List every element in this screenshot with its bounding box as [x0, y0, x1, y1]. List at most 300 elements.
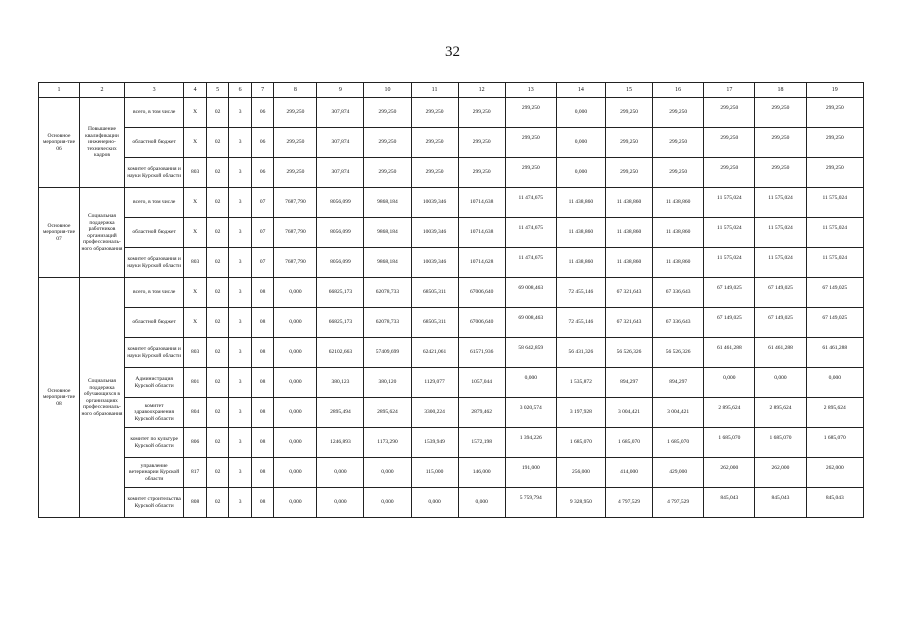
column-header-5: 5 [206, 83, 229, 98]
table-cell-c14: 0,000 [556, 98, 605, 128]
column-header-11: 11 [411, 83, 458, 98]
cell-value: 299,250 [771, 135, 790, 142]
table-cell-c5: 02 [206, 188, 229, 218]
table-cell-c18 [755, 458, 806, 488]
table-cell-c13 [505, 308, 556, 338]
cell-value: 2 895,624 [769, 405, 792, 412]
table-cell-c18 [755, 428, 806, 458]
cell-value: 299,250 [720, 105, 739, 112]
table-cell-c4: 803 [184, 158, 207, 188]
cell-value: 299,250 [825, 105, 844, 112]
table-cell-c4: Х [184, 128, 207, 158]
table-cell-c7: 08 [251, 368, 274, 398]
table-cell-c7: 07 [251, 188, 274, 218]
column-header-9: 9 [317, 83, 364, 98]
table-cell-c6: 3 [229, 248, 252, 278]
table-cell-c5: 02 [206, 248, 229, 278]
column-header-19: 19 [806, 83, 863, 98]
table-cell-c8: 0,000 [274, 308, 317, 338]
table-cell-c4: Х [184, 188, 207, 218]
table-cell-c17 [704, 128, 755, 158]
table-cell-c15: 1 685,070 [605, 428, 652, 458]
table-cell-c9: 0,000 [317, 458, 364, 488]
table-cell-c19 [806, 188, 863, 218]
cell-value: 262,000 [720, 465, 739, 472]
table-cell-c17 [704, 248, 755, 278]
table-cell-c16: 1 685,070 [653, 428, 704, 458]
table-row [39, 188, 864, 218]
cell-value: 299,250 [825, 165, 844, 172]
table-cell-c19 [806, 248, 863, 278]
table-cell-c18 [755, 98, 806, 128]
cell-value: 1 685,070 [718, 435, 741, 442]
table-cell-c12: 299,250 [458, 128, 505, 158]
table-cell-c10: 0,000 [364, 458, 411, 488]
cell-value: 11 575,024 [717, 255, 742, 262]
table-cell-c17 [704, 428, 755, 458]
cell-value: 61 461,288 [822, 345, 848, 352]
funding-source: всего, в том числе [124, 98, 183, 128]
table-cell-c7: 08 [251, 338, 274, 368]
column-header-18: 18 [755, 83, 806, 98]
table-row [39, 368, 864, 398]
table-cell-c13 [505, 398, 556, 428]
table-cell-c14: 3 197,928 [556, 398, 605, 428]
table-cell-c10: 299,250 [364, 158, 411, 188]
budget-table [38, 82, 864, 518]
column-header-7: 7 [251, 83, 274, 98]
funding-source: областной бюджет [124, 218, 183, 248]
table-row [39, 428, 864, 458]
table-cell-c14: 0,000 [556, 158, 605, 188]
table-cell-c6: 3 [229, 308, 252, 338]
table-cell-c14: 9 328,950 [556, 488, 605, 518]
table-cell-c13 [505, 218, 556, 248]
table-cell-c4: 808 [184, 488, 207, 518]
table-cell-c5: 02 [206, 458, 229, 488]
table-cell-c18 [755, 368, 806, 398]
table-cell-c13 [505, 248, 556, 278]
table-cell-c5: 02 [206, 428, 229, 458]
table-cell-c15: 4 797,529 [605, 488, 652, 518]
table-cell-c12: 299,250 [458, 98, 505, 128]
table-cell-c16: 4 797,529 [653, 488, 704, 518]
table-cell-c16: 429,000 [653, 458, 704, 488]
cell-value: 299,250 [521, 105, 540, 112]
table-cell-c7: 07 [251, 248, 274, 278]
table-cell-c15: 3 004,421 [605, 398, 652, 428]
table-cell-c9: 8056,099 [317, 188, 364, 218]
table-cell-c18 [755, 278, 806, 308]
cell-value: 69 008,463 [518, 285, 544, 292]
table-cell-c8: 0,000 [274, 398, 317, 428]
table-cell-c6: 3 [229, 188, 252, 218]
table-cell-c12: 67006,640 [458, 278, 505, 308]
table-cell-c19 [806, 158, 863, 188]
table-cell-c16: 11 438,860 [653, 188, 704, 218]
table-cell-c10: 1173,290 [364, 428, 411, 458]
table-cell-c13 [505, 188, 556, 218]
funding-source: областной бюджет [124, 308, 183, 338]
table-cell-c12: 146,000 [458, 458, 505, 488]
table-cell-c8: 0,000 [274, 488, 317, 518]
table-cell-c15: 67 321,643 [605, 308, 652, 338]
cell-value: 11 575,024 [768, 195, 793, 202]
table-cell-c18 [755, 338, 806, 368]
table-cell-c16: 67 336,643 [653, 278, 704, 308]
column-header-13: 13 [505, 83, 556, 98]
table-cell-c4: 804 [184, 398, 207, 428]
cell-value: 11 575,024 [822, 225, 848, 232]
cell-value: 299,250 [771, 105, 790, 112]
table-cell-c14: 256,000 [556, 458, 605, 488]
table-cell-c7: 08 [251, 398, 274, 428]
cell-value: 299,250 [720, 135, 739, 142]
funding-source: областной бюджет [124, 128, 183, 158]
table-cell-c11: 299,250 [411, 128, 458, 158]
funding-source: всего, в том числе [124, 188, 183, 218]
table-cell-c8: 299,250 [274, 158, 317, 188]
cell-value: 1 394,226 [519, 435, 542, 442]
table-cell-c11: 10039,346 [411, 188, 458, 218]
table-row [39, 218, 864, 248]
table-cell-c19 [806, 398, 863, 428]
table-cell-c11: 1129,077 [411, 368, 458, 398]
table-cell-c4: Х [184, 278, 207, 308]
cell-value: 11 474,675 [518, 255, 544, 262]
column-header-15: 15 [605, 83, 652, 98]
table-cell-c16: 299,250 [653, 98, 704, 128]
table-cell-c13 [505, 128, 556, 158]
table-cell-c8: 0,000 [274, 458, 317, 488]
column-header-17: 17 [704, 83, 755, 98]
table-cell-c17 [704, 458, 755, 488]
table-cell-c12: 0,000 [458, 488, 505, 518]
cell-value: 58 642,859 [518, 345, 544, 352]
table-cell-c7: 08 [251, 308, 274, 338]
column-header-12: 12 [458, 83, 505, 98]
table-cell-c13 [505, 458, 556, 488]
table-cell-c8: 0,000 [274, 338, 317, 368]
funding-source: комитет образования и науки Курской области [124, 248, 183, 278]
cell-value: 67 149,025 [716, 285, 742, 292]
table-cell-c9: 66825,173 [317, 278, 364, 308]
table-cell-c9: 0,000 [317, 488, 364, 518]
table-cell-c5: 02 [206, 398, 229, 428]
table-cell-c7: 06 [251, 128, 274, 158]
cell-value: 11 575,024 [768, 225, 793, 232]
cell-value: 67 149,025 [768, 285, 793, 292]
cell-value: 262,000 [771, 465, 790, 472]
table-cell-c16: 299,250 [653, 128, 704, 158]
table-cell-c8: 7687,790 [274, 218, 317, 248]
cell-value: 11 575,024 [768, 255, 793, 262]
table-cell-c6: 3 [229, 368, 252, 398]
table-cell-c10: 9868,184 [364, 188, 411, 218]
table-cell-c9: 307,874 [317, 128, 364, 158]
table-cell-c10: 0,000 [364, 488, 411, 518]
table-cell-c6: 3 [229, 338, 252, 368]
cell-value: 0,000 [828, 375, 841, 382]
table-cell-c16: 11 438,860 [653, 248, 704, 278]
funding-source: управление ветеринарии Курской области [124, 458, 183, 488]
table-cell-c6: 3 [229, 488, 252, 518]
table-cell-c19 [806, 278, 863, 308]
table-cell-c11: 68505,311 [411, 278, 458, 308]
table-cell-c5: 02 [206, 278, 229, 308]
table-cell-c7: 08 [251, 488, 274, 518]
table-cell-c10: 62078,733 [364, 278, 411, 308]
column-header-1: 1 [39, 83, 80, 98]
column-header-2: 2 [79, 83, 124, 98]
table-cell-c14: 11 438,860 [556, 218, 605, 248]
table-cell-c19 [806, 338, 863, 368]
cell-value: 67 149,025 [822, 285, 848, 292]
table-cell-c10: 2895,624 [364, 398, 411, 428]
table-cell-c16: 299,250 [653, 158, 704, 188]
table-cell-c10: 380,120 [364, 368, 411, 398]
table-cell-c16: 67 336,643 [653, 308, 704, 338]
table-cell-c16: 56 526,326 [653, 338, 704, 368]
table-cell-c9: 1246,893 [317, 428, 364, 458]
cell-value: 11 474,675 [518, 195, 544, 202]
table-cell-c4: Х [184, 218, 207, 248]
table-row [39, 278, 864, 308]
table-cell-c15: 11 438,860 [605, 248, 652, 278]
table-cell-c9: 380,123 [317, 368, 364, 398]
cell-value: 299,250 [720, 165, 739, 172]
cell-value: 0,000 [723, 375, 736, 382]
table-cell-c17 [704, 368, 755, 398]
column-header-14: 14 [556, 83, 605, 98]
cell-value: 11 575,024 [822, 195, 848, 202]
cell-value: 1 685,070 [823, 435, 846, 442]
table-cell-c5: 02 [206, 338, 229, 368]
table-cell-c4: 806 [184, 428, 207, 458]
table-cell-c9: 8056,099 [317, 248, 364, 278]
table-cell-c12: 2879,462 [458, 398, 505, 428]
table-row [39, 338, 864, 368]
table-row [39, 158, 864, 188]
table-cell-c17 [704, 98, 755, 128]
table-cell-c9: 307,874 [317, 98, 364, 128]
table-cell-c10: 62078,733 [364, 308, 411, 338]
table-cell-c19 [806, 308, 863, 338]
table-cell-c19 [806, 458, 863, 488]
table-cell-c8: 7687,790 [274, 188, 317, 218]
measure-code: Основное мероприя-тие 07 [39, 188, 80, 278]
column-header-3: 3 [124, 83, 183, 98]
table-cell-c12: 10714,638 [458, 218, 505, 248]
table-cell-c11: 0,000 [411, 488, 458, 518]
table-cell-c12: 1057,044 [458, 368, 505, 398]
table-cell-c15: 56 526,326 [605, 338, 652, 368]
table-cell-c6: 3 [229, 98, 252, 128]
funding-source: комитет образования и науки Курской области [124, 338, 183, 368]
table-cell-c11: 299,250 [411, 158, 458, 188]
table-cell-c4: 801 [184, 368, 207, 398]
table-cell-c12: 67006,640 [458, 308, 505, 338]
table-cell-c15: 894,297 [605, 368, 652, 398]
table-cell-c7: 07 [251, 218, 274, 248]
table-cell-c15: 414,000 [605, 458, 652, 488]
table-cell-c18 [755, 488, 806, 518]
table-row [39, 98, 864, 128]
measure-code: Основное мероприя-тие 08 [39, 278, 80, 518]
table-cell-c14: 1 535,872 [556, 368, 605, 398]
measure-name: Повышение квалификации инженерно-технических кадров [79, 98, 124, 188]
column-header-6: 6 [229, 83, 252, 98]
table-cell-c19 [806, 488, 863, 518]
table-cell-c14: 1 685,070 [556, 428, 605, 458]
table-cell-c8: 0,000 [274, 428, 317, 458]
table-cell-c11: 115,000 [411, 458, 458, 488]
table-cell-c5: 02 [206, 368, 229, 398]
table-cell-c15: 299,250 [605, 98, 652, 128]
table-cell-c10: 9868,184 [364, 248, 411, 278]
table-cell-c17 [704, 488, 755, 518]
cell-value: 3 020,574 [519, 405, 542, 412]
table-row [39, 248, 864, 278]
column-header-8: 8 [274, 83, 317, 98]
cell-value: 299,250 [825, 135, 844, 142]
table-cell-c19 [806, 128, 863, 158]
column-header-10: 10 [364, 83, 411, 98]
cell-value: 67 149,025 [768, 315, 793, 322]
table-cell-c5: 02 [206, 308, 229, 338]
table-cell-c18 [755, 218, 806, 248]
table-cell-c8: 299,250 [274, 128, 317, 158]
column-header-4: 4 [184, 83, 207, 98]
table-cell-c7: 08 [251, 458, 274, 488]
table-cell-c15: 299,250 [605, 158, 652, 188]
table-cell-c13 [505, 98, 556, 128]
cell-value: 0,000 [774, 375, 787, 382]
table-cell-c10: 299,250 [364, 98, 411, 128]
table-cell-c6: 3 [229, 218, 252, 248]
table-cell-c6: 3 [229, 128, 252, 158]
page-number: 32 [445, 44, 460, 60]
table-cell-c19 [806, 218, 863, 248]
table-cell-c19 [806, 368, 863, 398]
table-cell-c18 [755, 308, 806, 338]
table-cell-c11: 299,250 [411, 98, 458, 128]
table-cell-c6: 3 [229, 278, 252, 308]
table-cell-c7: 08 [251, 428, 274, 458]
table-cell-c17 [704, 278, 755, 308]
cell-value: 61 461,288 [716, 345, 742, 352]
cell-value: 69 008,463 [518, 315, 544, 322]
table-cell-c17 [704, 158, 755, 188]
table-cell-c5: 02 [206, 218, 229, 248]
table-row [39, 398, 864, 428]
funding-source: всего, в том числе [124, 278, 183, 308]
funding-source: Администрация Курской области [124, 368, 183, 398]
cell-value: 299,250 [521, 165, 540, 172]
funding-source: комитет здравоохранения Курской области [124, 398, 183, 428]
table-cell-c9: 66825,173 [317, 308, 364, 338]
table-cell-c4: 803 [184, 248, 207, 278]
table-cell-c11: 62421,061 [411, 338, 458, 368]
table-cell-c14: 0,000 [556, 128, 605, 158]
table-cell-c9: 62102,663 [317, 338, 364, 368]
table-cell-c6: 3 [229, 398, 252, 428]
table-cell-c12: 299,250 [458, 158, 505, 188]
table-cell-c14: 11 438,860 [556, 188, 605, 218]
table-cell-c16: 11 438,860 [653, 218, 704, 248]
table-cell-c7: 06 [251, 98, 274, 128]
funding-source: комитет образования и науки Курской области [124, 158, 183, 188]
cell-value: 845,043 [825, 495, 844, 502]
cell-value: 67 149,025 [716, 315, 742, 322]
table-cell-c5: 02 [206, 128, 229, 158]
cell-value: 2 895,624 [718, 405, 741, 412]
table-cell-c11: 10039,346 [411, 218, 458, 248]
table-cell-c8: 7687,790 [274, 248, 317, 278]
table-cell-c4: Х [184, 98, 207, 128]
table-cell-c17 [704, 398, 755, 428]
table-cell-c11: 3300,224 [411, 398, 458, 428]
table-cell-c13 [505, 488, 556, 518]
table-cell-c5: 02 [206, 488, 229, 518]
table-cell-c13 [505, 278, 556, 308]
cell-value: 262,000 [825, 465, 844, 472]
table-cell-c10: 299,250 [364, 128, 411, 158]
measure-code: Основное мероприя-тие 06 [39, 98, 80, 188]
funding-source: комитет по культуре Курской области [124, 428, 183, 458]
table-cell-c11: 68505,311 [411, 308, 458, 338]
table-cell-c8: 0,000 [274, 368, 317, 398]
table-cell-c14: 72 455,146 [556, 308, 605, 338]
table-cell-c4: Х [184, 308, 207, 338]
cell-value: 191,000 [521, 465, 540, 472]
table-cell-c4: 817 [184, 458, 207, 488]
measure-name: Социальная поддержка работников организаций профессиональ-ного образования [79, 188, 124, 278]
table-cell-c7: 08 [251, 278, 274, 308]
table-cell-c18 [755, 188, 806, 218]
table-cell-c9: 2895,494 [317, 398, 364, 428]
table-cell-c6: 3 [229, 458, 252, 488]
table-cell-c15: 11 438,860 [605, 188, 652, 218]
cell-value: 0,000 [524, 375, 537, 382]
table-cell-c17 [704, 188, 755, 218]
table-cell-c12: 10714,628 [458, 248, 505, 278]
table-row [39, 128, 864, 158]
column-header-16: 16 [653, 83, 704, 98]
table-cell-c17 [704, 338, 755, 368]
measure-name: Социальная поддержка обучающихся в организациях профессиональ-ного образования [79, 278, 124, 518]
cell-value: 2 895,624 [823, 405, 846, 412]
table-cell-c13 [505, 338, 556, 368]
table-cell-c18 [755, 158, 806, 188]
table-cell-c16: 894,297 [653, 368, 704, 398]
cell-value: 299,250 [521, 135, 540, 142]
table-cell-c12: 61571,936 [458, 338, 505, 368]
cell-value: 67 149,025 [822, 315, 848, 322]
table-row [39, 488, 864, 518]
header-row [39, 83, 864, 98]
table-cell-c5: 02 [206, 98, 229, 128]
table-cell-c12: 10714,638 [458, 188, 505, 218]
table-cell-c7: 06 [251, 158, 274, 188]
cell-value: 5 759,794 [519, 495, 542, 502]
table-cell-c10: 9868,184 [364, 218, 411, 248]
table-cell-c18 [755, 128, 806, 158]
table-cell-c17 [704, 218, 755, 248]
table-cell-c13 [505, 368, 556, 398]
table-cell-c15: 299,250 [605, 128, 652, 158]
cell-value: 11 575,024 [822, 255, 848, 262]
